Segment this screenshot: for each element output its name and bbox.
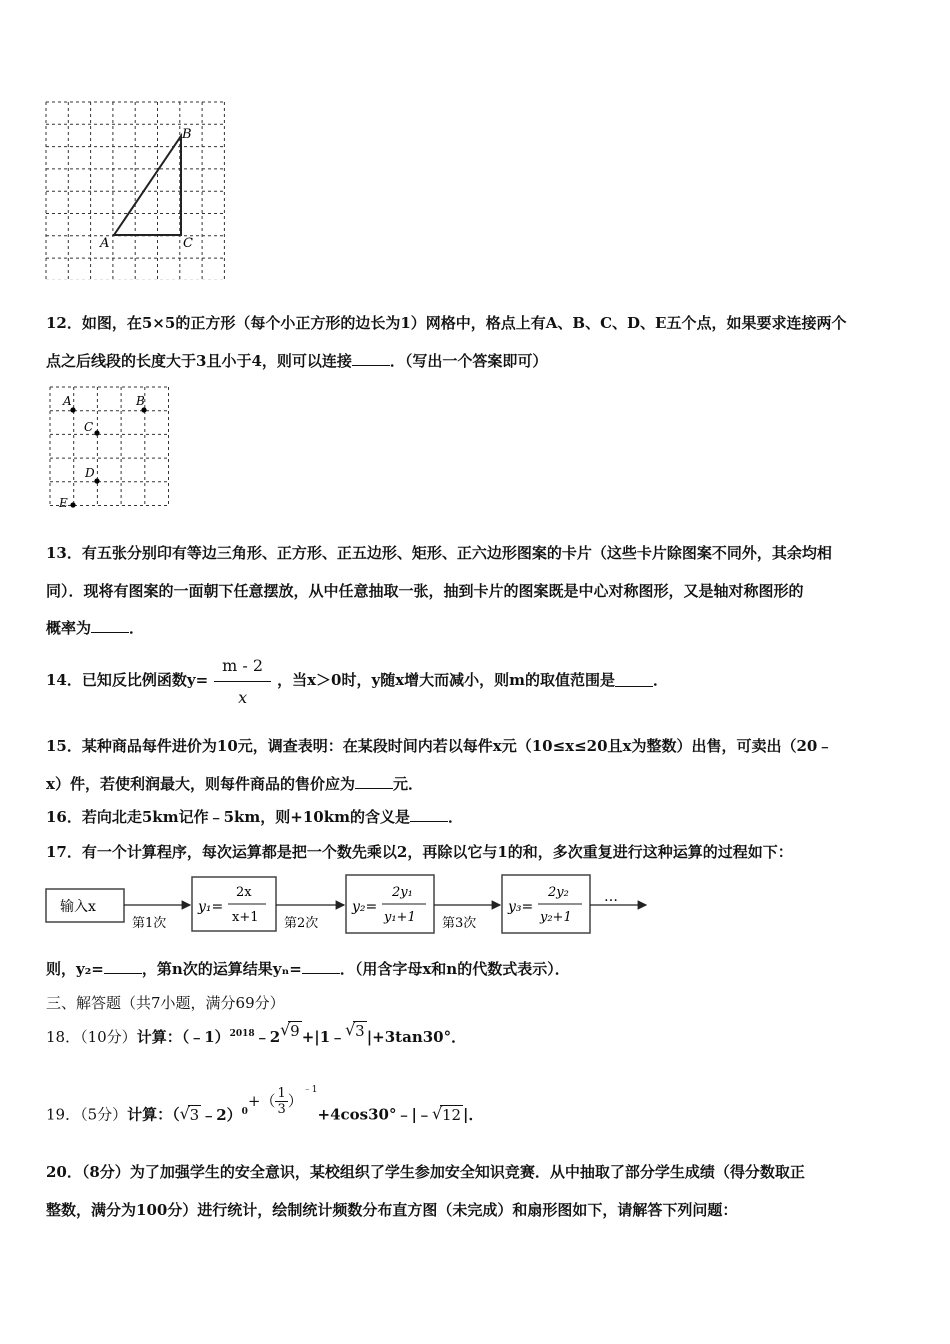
point-a xyxy=(70,407,75,412)
q12-text1: 如图，在5×5的正方形（每个小正方形的边长为1）网格中，格点上有A、B、C、D、E五个点，如果要求连接两个 xyxy=(81,314,847,332)
q12-grid-figure xyxy=(48,385,172,509)
flow-step2-label: 第2次 xyxy=(284,916,319,931)
q19-exponent0: 0 xyxy=(241,1106,248,1117)
label-point-e: E xyxy=(59,496,68,509)
q18-sqrt-3: √ 3 xyxy=(345,1020,365,1040)
q18-points: （10分） xyxy=(80,1028,137,1046)
q18-sqrt2-value: 3 xyxy=(355,1022,365,1040)
q19-fraction xyxy=(275,1086,287,1117)
q20-line2 xyxy=(46,1199,737,1220)
q16-number: 16． xyxy=(46,808,82,826)
q13-line3 xyxy=(46,617,144,638)
q18-text3: +|1﹣ xyxy=(301,1028,346,1046)
q17-flow-diagram xyxy=(44,871,650,939)
q18-line xyxy=(46,1020,467,1047)
flow-step1-label: 第1次 xyxy=(132,916,167,931)
q19-text2: ﹣2） xyxy=(201,1105,242,1124)
flow-box2-lhs: y₂= xyxy=(352,899,378,915)
q19-number: 19． xyxy=(46,1105,81,1124)
label-b: B xyxy=(182,127,192,142)
q17-blank-2 xyxy=(302,959,340,974)
q19-exponent1: ﹣1 xyxy=(302,1084,318,1095)
q18-text1: 计算：（﹣1） xyxy=(136,1028,230,1046)
label-point-c: C xyxy=(84,420,94,434)
q17-text2: 则，y₂= xyxy=(46,960,104,978)
q12-number: 12． xyxy=(46,314,82,332)
q17-line1 xyxy=(46,841,793,862)
label-a: A xyxy=(100,236,110,251)
q18-exponent: 2018 xyxy=(229,1029,255,1039)
label-point-d: D xyxy=(85,466,95,480)
q19-text4: ） xyxy=(287,1091,303,1110)
q15-text2: x）件，若使利润最大，则每件商品的售价应为 xyxy=(46,775,355,793)
q12-text2: 点之后线段的长度大于3且小于4，则可以连接 xyxy=(46,352,352,370)
flow-box2-den: y₁+1 xyxy=(384,910,416,925)
section-3-title: 三、解答题（共7小题，满分69分） xyxy=(46,994,285,1012)
q13-text4: ． xyxy=(129,619,145,637)
label-c: C xyxy=(183,236,193,251)
q12-line2 xyxy=(46,350,547,371)
q12-text3: ．（写出一个答案即可） xyxy=(389,352,548,370)
q15-line2 xyxy=(46,773,423,794)
triangle-abc xyxy=(114,136,181,235)
q14-text3: ． xyxy=(653,671,669,689)
flow-box3-num: 2y₂ xyxy=(548,885,569,900)
flow-input-label: 输入x xyxy=(60,899,96,915)
q20-points: （8分） xyxy=(81,1163,130,1181)
q17-blank-1 xyxy=(104,959,142,974)
q18-text2: ﹣2 xyxy=(254,1028,281,1046)
q14-text2: ，当x＞0时，y随x增大而减小，则m的取值范围是 xyxy=(277,671,616,689)
flow-ellipsis: … xyxy=(604,889,618,905)
q19-frac-den: 3 xyxy=(277,1102,286,1117)
label-point-b: B xyxy=(136,394,145,408)
q13-line2 xyxy=(46,580,804,601)
q14-text1: 已知反比例函数y= xyxy=(81,671,209,689)
q19-points: （5分） xyxy=(80,1105,128,1124)
point-e xyxy=(70,502,75,507)
q17-text4: ．（用含字母x和n的代数式表示）． xyxy=(339,960,570,978)
q19-sqrt-3: √ 3 xyxy=(179,1103,200,1124)
label-point-a: A xyxy=(63,394,72,408)
q17-answer-line xyxy=(46,958,570,979)
q19-frac-num: 1 xyxy=(277,1086,286,1101)
q12-answer-blank xyxy=(352,351,390,366)
q13-text2: 同）．现将有图案的一面朝下任意摆放，从中任意抽取一张，抽到卡片的图案既是中心对称图形，又是轴对称图形的 xyxy=(46,582,804,600)
q16-line xyxy=(46,806,463,827)
q12-line1 xyxy=(46,312,846,333)
flow-step3-label: 第3次 xyxy=(442,916,477,931)
q13-line1 xyxy=(46,542,832,563)
q14-frac-num: m - 2 xyxy=(214,652,271,682)
point-b xyxy=(141,407,146,412)
q13-answer-blank xyxy=(91,618,129,633)
q17-number: 17． xyxy=(46,843,82,861)
q14-answer-blank xyxy=(615,672,653,687)
q16-text2: ． xyxy=(448,808,464,826)
q15-line1 xyxy=(46,735,832,756)
q15-number: 15． xyxy=(46,737,82,755)
q15-answer-blank xyxy=(355,774,393,789)
q20-text1: 为了加强学生的安全意识，某校组织了学生参加安全知识竞赛．从中抽取了部分学生成绩（得分数取正 xyxy=(129,1163,805,1181)
flow-box1-num: 2x xyxy=(236,885,252,900)
q19-sqrt2-value: 12 xyxy=(441,1105,462,1124)
q14-frac-den: x xyxy=(238,688,248,707)
point-c xyxy=(94,430,99,435)
q16-answer-blank xyxy=(410,807,448,822)
q11-grid-figure xyxy=(44,98,228,280)
q19-text6: |． xyxy=(463,1105,484,1124)
q17-text3: ，第n次的运算结果yₙ= xyxy=(141,960,302,978)
q19-line xyxy=(46,1084,484,1131)
q17-text1: 有一个计算程序，每次运算都是把一个数先乘以2，再除以它与1的和，多次重复进行这种运算的过程如下： xyxy=(81,843,793,861)
q14-fraction xyxy=(214,652,271,707)
q19-sqrt1-value: 3 xyxy=(189,1105,200,1124)
q15-text1: 某种商品每件进价为10元，调查表明：在某段时间内若以每件x元（10≤x≤20且x为整数）出售，可卖出（20﹣ xyxy=(81,737,833,755)
q19-text3: +（ xyxy=(247,1091,276,1110)
q16-text1: 若向北走5km记作﹣5km，则+10km的含义是 xyxy=(81,808,410,826)
q14-number: 14． xyxy=(46,671,82,689)
q19-sqrt-12: √ 12 xyxy=(431,1103,462,1124)
q19-text5: +4cos30°﹣|﹣ xyxy=(317,1105,432,1124)
q18-sqrt1-value: 9 xyxy=(290,1022,300,1040)
q18-sqrt-9: √ 9 xyxy=(280,1020,300,1040)
q13-number: 13． xyxy=(46,544,82,562)
q15-text3: 元． xyxy=(392,775,423,793)
q14-line xyxy=(46,652,668,707)
q18-number: 18． xyxy=(46,1028,81,1046)
flow-box2-num: 2y₁ xyxy=(392,885,413,900)
q13-text3: 概率为 xyxy=(46,619,92,637)
q13-text1: 有五张分别印有等边三角形、正方形、正五边形、矩形、正六边形图案的卡片（这些卡片除图案不同外，其余均相 xyxy=(81,544,832,562)
q20-line1 xyxy=(46,1161,805,1182)
point-d xyxy=(94,478,99,483)
q20-text2: 整数，满分为100分）进行统计，绘制统计频数分布直方图（未完成）和扇形图如下，请解答下列问题： xyxy=(46,1201,738,1219)
q18-text4: |+3tan30°． xyxy=(366,1028,467,1046)
q20-number: 20． xyxy=(46,1163,82,1181)
flow-box3-den: y₂+1 xyxy=(540,910,572,925)
q19-text1: 计算：（ xyxy=(127,1105,180,1124)
flow-box1-den: x+1 xyxy=(232,910,259,925)
flow-box3-lhs: y₃= xyxy=(508,899,534,915)
flow-box1-lhs: y₁= xyxy=(198,899,224,915)
